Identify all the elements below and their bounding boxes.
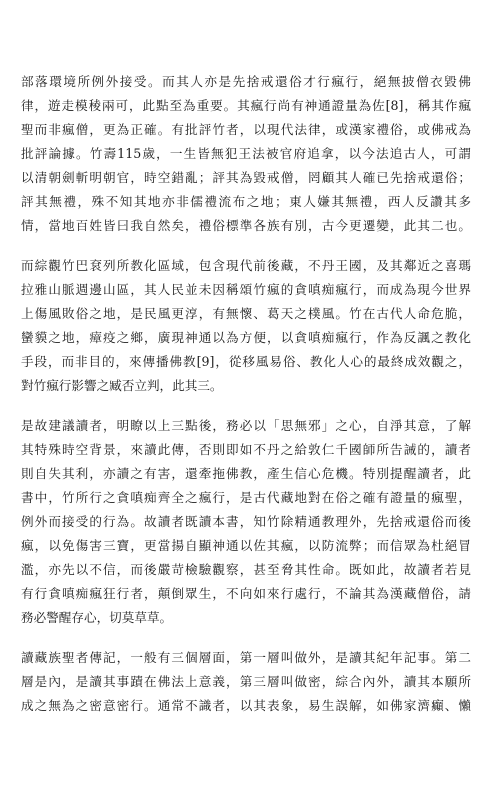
- text-line: 拉雅山脈週邊山區，其人民並未因稱頌竹瘋的貪嗔痴瘋行，而成為現今世界: [21, 282, 471, 297]
- text-line: 評其無禮，殊不知其地亦非儒禮流布之地；東人嫌其無禮，西人反讚其多: [21, 194, 471, 209]
- text-line: 而綜觀竹巴袞列所教化區域，包含現代前後藏，不丹王國，及其鄰近之喜瑪: [21, 258, 471, 273]
- text-line: 批評論據。竹壽115歲，一生皆無犯王法被官府追拿，以今法追古人，可謂: [21, 146, 471, 161]
- text-line: 層是內，是讀其事蹟在佛法上意義，第三層叫做密，綜合內外，讀其本願所: [21, 674, 471, 689]
- text-line: 務必警醒存心，切莫草草。: [21, 610, 173, 625]
- text-line: 部落環境所例外接受。而其人亦是先捨戒還俗才行瘋行，絕無披僧衣毀佛: [21, 74, 471, 89]
- text-line: 則自失其利，亦讀之有害，還牽拖佛教，產生信心危機。特別提醒讀者，此: [21, 466, 471, 481]
- text-line: 例外而接受的行為。故讀者既讀本書，知竹除精通教理外，先捨戒還俗而後: [21, 514, 471, 529]
- text-line: 情，當地百姓皆曰我自然矣，禮俗標準各族有別，古今更遷變，此其二也。: [21, 218, 471, 233]
- text-line: 對竹瘋行影響之臧否立判，此其三。: [21, 378, 223, 393]
- text-line: 書中，竹所行之貪嗔痴齊全之瘋行，是古代藏地對在俗之確有證量的瘋聖，: [21, 490, 471, 505]
- text-line: 聖而非瘋僧，更為正確。有批評竹者，以現代法律，或漢家禮俗，或佛戒為: [21, 122, 471, 137]
- text-line: 其特殊時空背景，來讀此傳，否則即如不丹之給敦仁千國師所告誡的，讀者: [21, 442, 471, 457]
- text-line: 律，遊走模稜兩可，此點至為重要。其瘋行尚有神通證量為佐[8]，稱其作瘋: [21, 98, 471, 113]
- text-line: 成之無為之密意密行。通常不識者，以其表象，易生誤解，如佛家濟癲、懶: [21, 698, 471, 713]
- text-line: 讀藏族聖者傳記，一般有三個層面，第一層叫做外，是讀其紀年記事。第二: [21, 650, 471, 665]
- text-line: 瘋，以免傷害三寶，更當揚自顯神通以佐其瘋，以防流弊；而信眾為杜絕冒: [21, 538, 471, 553]
- text-line: 濫，亦先以不信，而後嚴苛檢驗觀察，甚至脅其性命。既如此，故讀者若見: [21, 562, 471, 577]
- text-line: 是故建議讀者，明瞭以上三點後，務必以「思無邪」之心，自淨其意，了解: [21, 418, 471, 433]
- text-line: 手段，而非目的，來傳播佛教[9]，從移風易俗、教化人心的最終成效觀之，: [21, 354, 471, 369]
- text-line: 蠻貘之地，瘴疫之鄉，廣現神通以為方便，以貪嗔痴瘋行，作為反諷之教化: [21, 330, 471, 345]
- text-line: 有行貪嗔痴瘋狂行者，顛倒眾生，不向如來行處行，不論其為漢藏僧俗，請: [21, 586, 471, 601]
- text-line: 以清朝劍斬明朝官，時空錯亂；評其為毀戒僧，罔顧其人確已先捨戒還俗；: [21, 170, 471, 185]
- text-line: 上傷風敗俗之地，是民風更淳，有無懷、葛天之樸風。竹在古代人命危脆，: [21, 306, 471, 321]
